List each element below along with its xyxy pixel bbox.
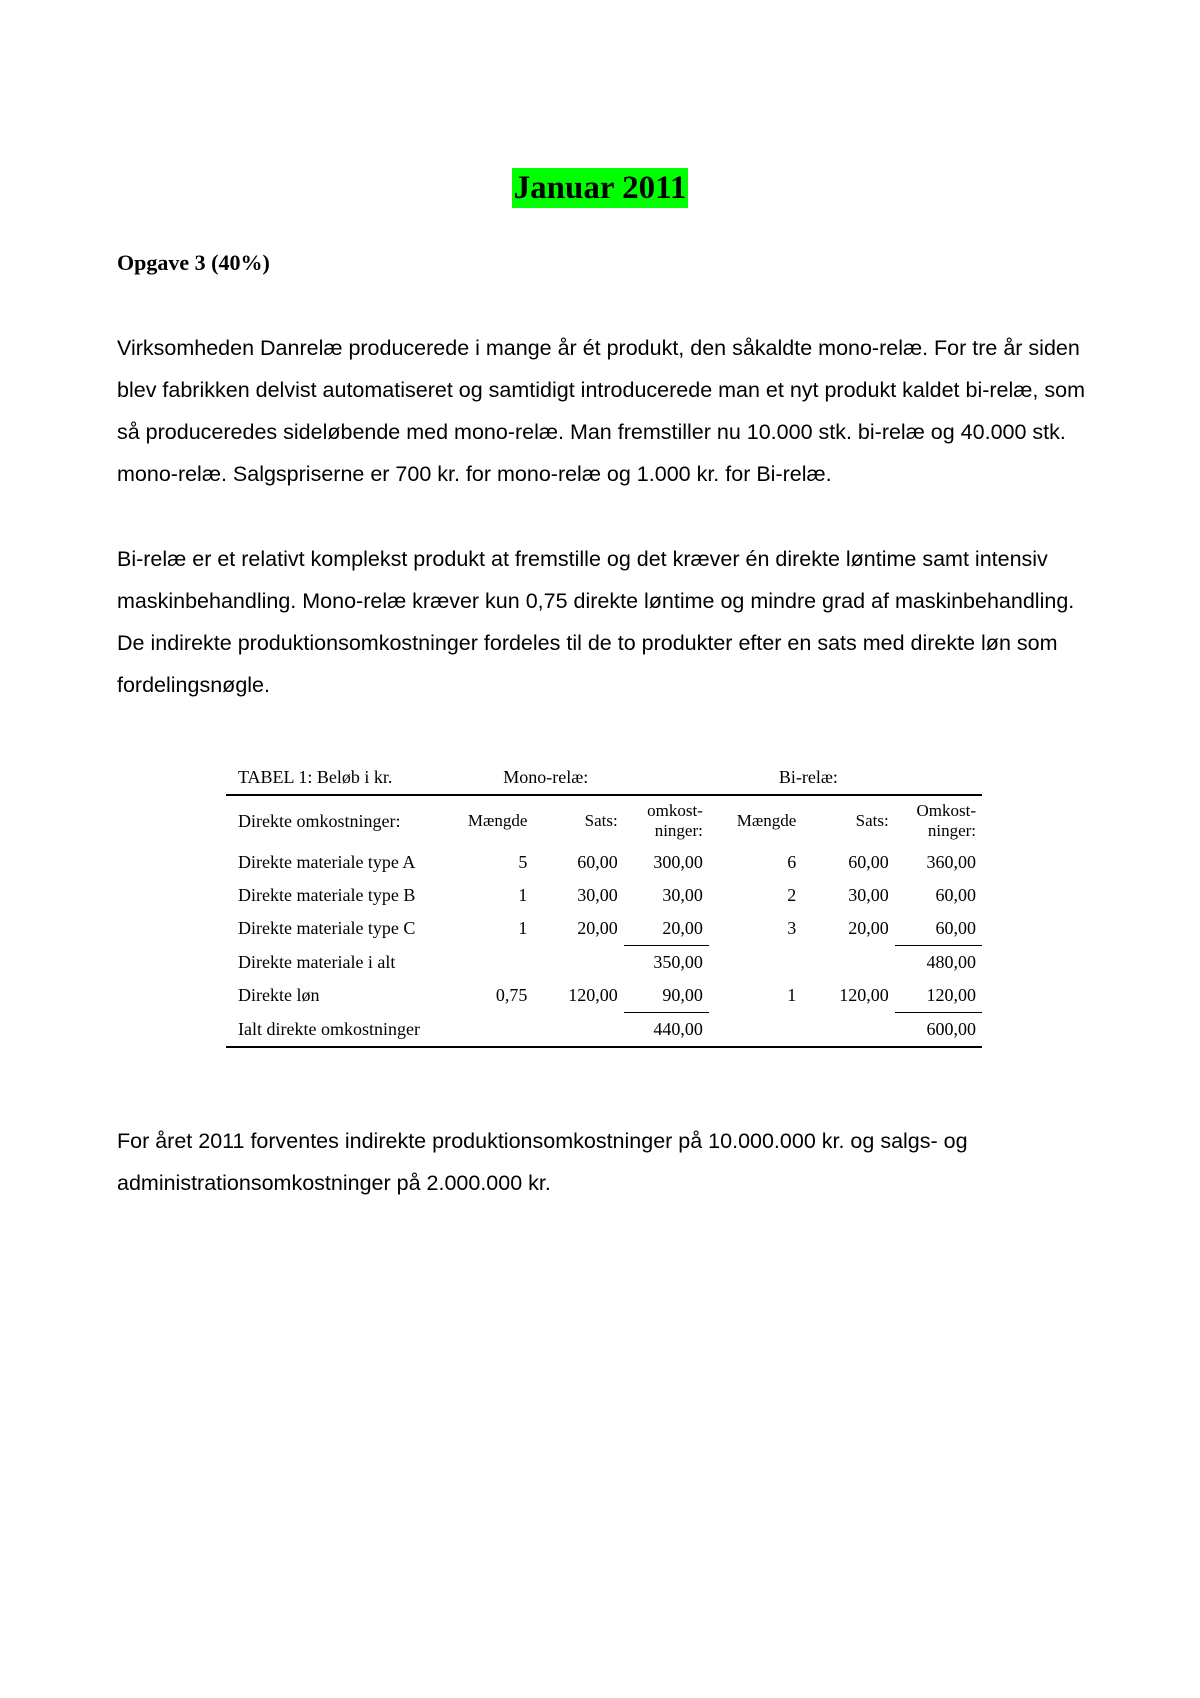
header-bi-cost [895,795,982,846]
bi-rate-cell: 120,00 [839,985,889,1006]
group-header-bi: Bi-relæ: [778,766,838,787]
mono-rate-cell: 60,00 [577,852,618,872]
exercise-heading: Opgave 3 (40%) [117,250,270,275]
mono-qty-cell: 1 [518,885,528,905]
table-caption-row [226,760,982,795]
table-caption: TABEL 1: Beløb i kr. [238,766,393,787]
bi-rate-cell [802,946,894,980]
table-row [226,979,982,1013]
mono-cost-cell: 90,00 [662,985,703,1005]
paragraph-production: Bi-relæ er et relativt komplekst produkt at fremstille og det kræver én direkte løntime samt intensiv maskinbehandling. Mono-relæ kræver kun 0,75 direkte løntime og mindre grad af maskinbehandling. De indirekte produktionsomkostninger fordeles til de to produkter efter en sats med direkte løn som fordelingsnøgle. [117,547,1075,697]
bi-cost-cell: 120,00 [926,985,976,1005]
mono-cost-cell: 20,00 [662,918,703,938]
title-container [0,168,1200,208]
row-label: Direkte materiale type A [238,852,416,872]
bi-rate-cell: 60,00 [848,852,889,872]
header-bi-rate: Sats: [802,795,894,846]
page-title: Januar 2011 [513,170,687,206]
group-header-mono: Mono-relæ: [503,766,589,787]
mono-rate-cell: 120,00 [568,985,618,1006]
mono-rate-cell: 30,00 [577,885,618,905]
paragraph-forecast: For året 2011 forventes indirekte produktionsomkostninger på 10.000.000 kr. og salgs- og administrationsomkostninger på 2.000.000 kr. [117,1129,968,1195]
header-mono-rate: Sats: [533,795,623,846]
mono-qty-cell: 0,75 [495,985,528,1006]
table-row [226,846,982,879]
bi-cost-cell: 360,00 [926,852,976,872]
bi-cost-cell: 600,00 [895,1013,982,1048]
bi-qty-cell [709,1013,802,1048]
header-mono-cost [624,795,709,846]
mono-qty-cell: 1 [518,918,528,939]
header-bi-qty: Mængde [709,795,802,846]
bi-qty-cell: 1 [787,985,797,1006]
bi-rate-cell: 20,00 [848,918,889,939]
row-label: Direkte materiale type B [238,885,416,905]
mono-cost-cell: 30,00 [662,885,703,905]
bi-cost-cell: 60,00 [935,918,976,938]
mono-cost-cell: 350,00 [624,946,709,980]
row-label: Direkte løn [238,985,320,1006]
header-mono-cost-line1: omkost- [647,801,703,820]
bi-qty-cell [709,946,802,980]
bi-qty-cell: 6 [787,852,797,872]
bi-rate-cell: 30,00 [848,885,889,905]
row-label: Direkte materiale i alt [238,951,396,972]
table-row [226,912,982,946]
mono-rate-cell [533,946,623,980]
table-row-total [226,1013,982,1048]
mono-qty-cell [448,1013,533,1048]
bi-cost-cell: 480,00 [895,946,982,980]
row-label: Direkte materiale type C [238,918,416,939]
paragraph-intro: Virksomheden Danrelæ producerede i mange år ét produkt, den såkaldte mono-relæ. For tre år siden blev fabrikken delvist automatiseret og samtidigt introducerede man et nyt produkt kaldet bi-relæ, som så produceredes sideløbende med mono-relæ. Man fremstiller nu 10.000 stk. bi-relæ og 40.000 stk. mono-relæ. Salgspriserne er 700 kr. for mono-relæ og 1.000 kr. for Bi-relæ. [117,336,1085,486]
mono-rate-cell: 20,00 [577,918,618,939]
table-header-row [226,795,982,846]
table-row-subtotal [226,946,982,980]
bi-qty-cell: 3 [787,918,797,939]
table-row [226,879,982,912]
bi-qty-cell: 2 [787,885,797,905]
mono-qty-cell: 5 [518,852,528,872]
header-bi-cost-line2: ninger: [927,821,976,840]
mono-cost-cell: 300,00 [653,852,703,872]
header-bi-cost-line1: Omkost- [916,801,976,820]
bi-cost-cell: 60,00 [935,885,976,905]
header-mono-cost-line2: ninger: [654,821,703,840]
cost-table [226,760,982,1048]
bi-rate-cell [802,1013,894,1048]
mono-cost-cell: 440,00 [624,1013,709,1048]
cost-table-container [226,760,982,1048]
row-label: Ialt direkte omkostninger [226,1013,448,1048]
header-mono-qty: Mængde [448,795,533,846]
header-label: Direkte omkostninger: [226,795,448,846]
mono-rate-cell [533,1013,623,1048]
mono-qty-cell [448,946,533,980]
